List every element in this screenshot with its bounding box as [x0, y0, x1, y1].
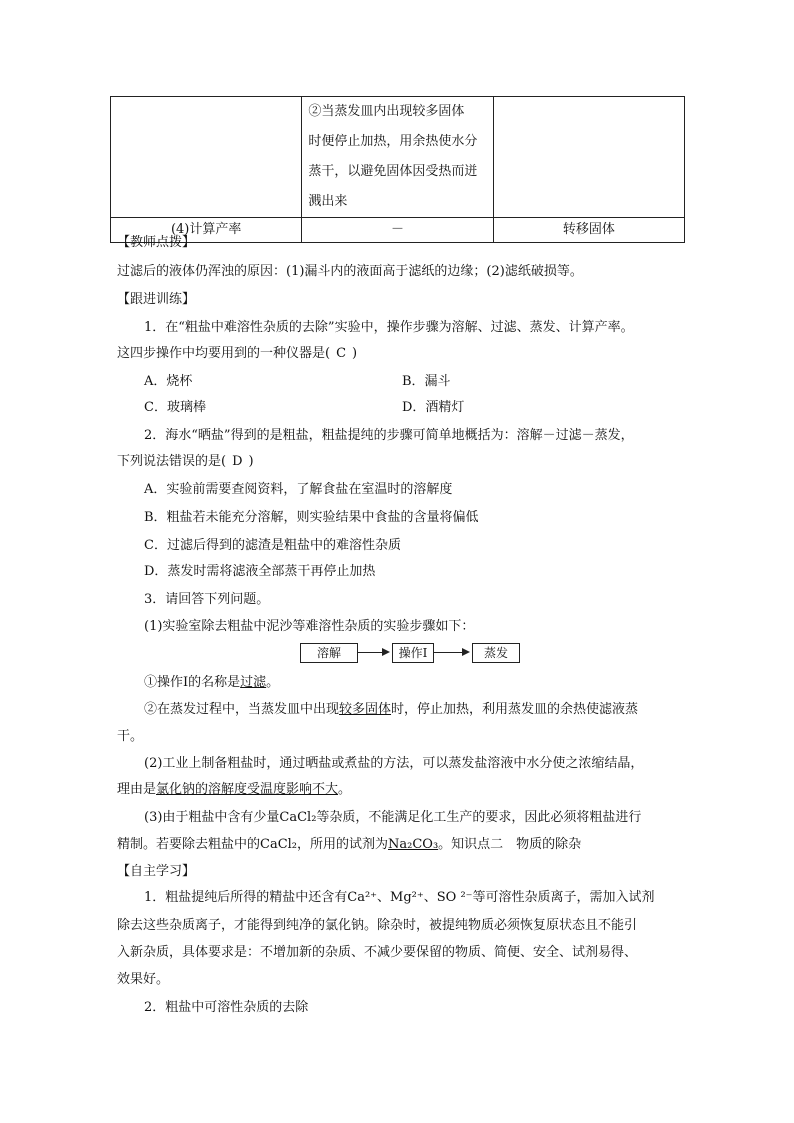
q3-sub1	[144, 673, 279, 693]
q3-sub2-rest: 时，停止加热，利用蒸发皿的余热使滤液蒸	[391, 702, 639, 717]
q1-line1: 1．在“粗盐中难溶性杂质的去除”实验中，操作步骤为溶解、过滤、蒸发、计算产率。	[144, 320, 634, 335]
flow-arrow	[358, 652, 384, 653]
q2-option-a: A．实验前需要查阅资料，了解食盐在室温时的溶解度	[144, 482, 453, 497]
q3-sub1-end: 。	[266, 675, 280, 690]
q3-part1: (1)实验室除去粗盐中泥沙等难溶性杂质的实验步骤如下：	[144, 619, 475, 634]
ss1-line1: 1．粗盐提纯后所得的精盐中还含有Ca²⁺、Mg²⁺、SO ²⁻等可溶性杂质离子，需加入试剂	[144, 890, 655, 905]
q3-part3-line2	[117, 835, 581, 855]
q3-sub2	[144, 700, 638, 720]
flow-diagram	[300, 643, 520, 665]
table-cell-step: (4)计算产率	[111, 218, 302, 243]
q3-sub1-answer: 过滤	[240, 675, 267, 690]
q2-line2	[117, 452, 254, 472]
flow-step-evaporate: 蒸发	[472, 643, 520, 663]
q3-part2-answer: 氯化钠的溶解度受温度影响不大	[156, 782, 339, 797]
q3-sub2-stem: ②在蒸发过程中，当蒸发皿中出现	[144, 702, 340, 717]
ss1-line4: 效果好。	[117, 972, 170, 987]
table-row	[111, 218, 685, 243]
training-heading: 【跟进训练】	[117, 292, 196, 307]
q1-paren: )	[352, 346, 358, 361]
q3-part3-answer: Na₂CO₃	[388, 837, 439, 852]
q1-line2	[117, 344, 357, 364]
q3-sub2-line2: 干。	[117, 729, 144, 744]
q1-stem: 这四步操作中均要用到的一种仪器是(	[117, 346, 331, 361]
q2-line1: 2．海水“晒盐”得到的是粗盐，粗盐提纯的步骤可简单地概括为：溶解－过滤－蒸发，	[144, 428, 634, 443]
q3-part2-end: 。	[338, 782, 352, 797]
teacher-tip-heading: 【教师点拨】	[117, 235, 196, 250]
q3-part2-line1: (2)工业上制备粗盐时，通过晒盐或煮盐的方法，可以蒸发盐溶液中水分使之浓缩结晶，	[144, 756, 644, 771]
q1-option-d: D．酒精灯	[402, 400, 465, 415]
q2-stem: 下列说法错误的是(	[117, 454, 227, 469]
q3-part3-line1: (3)由于粗盐中含有少量CaCl₂等杂质，不能满足化工生产的要求，因此必须将粗盐进行	[144, 810, 642, 825]
teacher-tip-text: 过滤后的液体仍浑浊的原因：(1)漏斗内的液面高于滤纸的边缘；(2)滤纸破损等。	[117, 264, 583, 279]
flow-step-dissolve: 溶解	[300, 643, 358, 663]
q3-part3-stem: 精制。若要除去粗盐中的CaCl₂，所用的试剂为	[117, 837, 389, 852]
q2-option-c: C．过滤后得到的滤渣是粗盐中的难溶性杂质	[144, 538, 401, 553]
flow-step-operation: 操作Ⅰ	[392, 643, 434, 663]
q2-paren: )	[248, 454, 254, 469]
ss2-line: 2．粗盐中可溶性杂质的去除	[144, 1000, 309, 1015]
q3-sub2-answer: 较多固体	[339, 702, 392, 717]
q1-option-a: A．烧杯	[144, 374, 193, 389]
q2-option-d: D．蒸发时需将滤液全部蒸干再停止加热	[144, 564, 376, 579]
q1-answer: C	[336, 346, 347, 361]
experiment-table	[110, 96, 685, 243]
q3-part3-end: 。知识点二 物质的除杂	[438, 837, 582, 852]
self-study-heading: 【自主学习】	[117, 864, 196, 879]
arrow-head-icon	[462, 648, 470, 656]
q2-answer: D	[232, 454, 243, 469]
ss1-line3: 入新杂质，具体要求是：不增加新的杂质、不减少要保留的物质、简便、安全、试剂易得、	[117, 945, 638, 960]
q3-part2-stem: 理由是	[117, 782, 157, 797]
cell-line: 时便停止加热，用余热使水分	[308, 134, 478, 149]
cell-line: 蒸干，以避免固体因受热而迸	[308, 164, 478, 179]
ss1-line2: 除去这些杂质离子，才能得到纯净的氯化钠。除杂时，被提纯物质必须恢复原状态且不能引	[117, 918, 638, 933]
q3-intro: 3．请回答下列问题。	[144, 592, 270, 607]
table-cell-dash: －	[302, 218, 493, 243]
cell-line: ②当蒸发皿内出现较多固体	[308, 104, 465, 119]
table-cell-action: 转移固体	[493, 218, 684, 243]
table-cell-empty	[111, 97, 302, 218]
q3-sub1-stem: ①操作Ⅰ的名称是	[144, 675, 241, 690]
q1-option-b: B．漏斗	[402, 374, 451, 389]
q2-option-b: B．粗盐若未能充分溶解，则实验结果中食盐的含量将偏低	[144, 510, 479, 525]
table-cell-evaporation-note	[302, 97, 493, 218]
flow-arrow	[434, 652, 464, 653]
q1-option-c: C．玻璃棒	[144, 400, 206, 415]
table-row	[111, 97, 685, 218]
q3-part2-line2	[117, 780, 351, 800]
cell-line: 溅出来	[308, 194, 348, 209]
arrow-head-icon	[382, 648, 390, 656]
table-cell-empty	[493, 97, 684, 218]
